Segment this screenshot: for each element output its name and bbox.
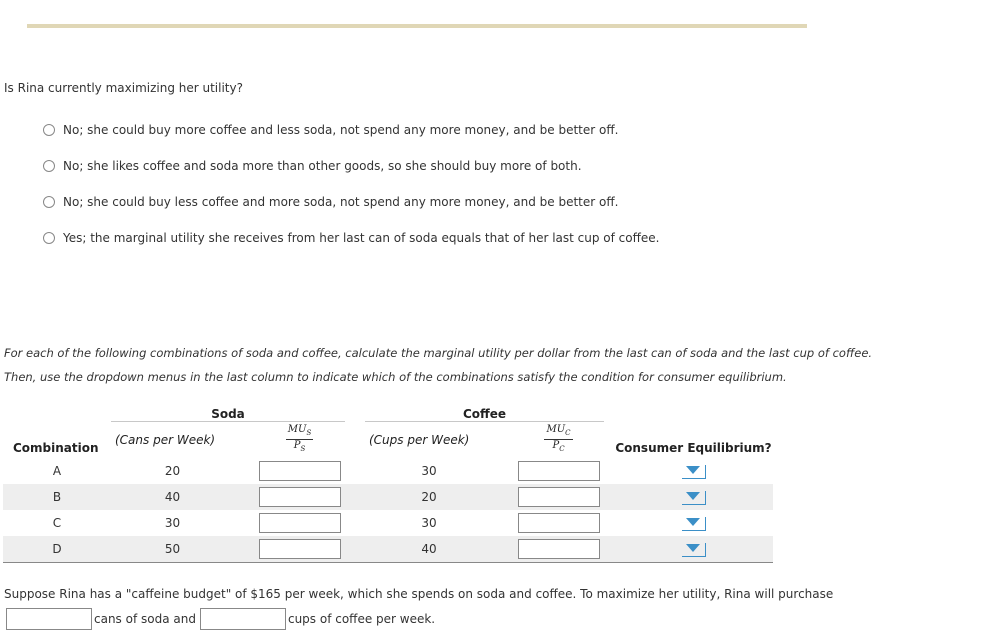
chevron-down-icon [686, 466, 700, 474]
coffee-quantity-cell: 30 [421, 463, 437, 478]
soda-quantity-cell: 40 [111, 484, 234, 510]
combination-cell: A [52, 463, 62, 478]
budget-sentence: Suppose Rina has a "caffeine budget" of $165 per week, which she spends on soda and coffee. To maximize her utility, Rina will purchase [4, 587, 834, 601]
table-row [3, 536, 773, 563]
coffee-quantity-cell: 30 [421, 515, 437, 530]
cans-label: cans of soda and [94, 612, 196, 626]
equilibrium-dropdown[interactable] [682, 541, 706, 557]
cups-of-coffee-input[interactable] [200, 608, 286, 630]
mu-coffee-input[interactable] [518, 539, 600, 559]
option-4[interactable] [43, 230, 659, 246]
mu-coffee-input[interactable] [518, 487, 600, 507]
combination-cell: B [3, 484, 111, 510]
mu-soda-input[interactable] [259, 461, 341, 481]
soda-group-header: Soda [111, 401, 345, 422]
coffee-quantity-header: (Cups per Week) [369, 432, 470, 447]
combination-cell: C [52, 515, 62, 530]
radio-button[interactable] [43, 160, 55, 172]
equilibrium-table [3, 401, 773, 563]
option-label: Yes; the marginal utility she receives from her last can of soda equals that of her last cup of coffee. [63, 231, 660, 245]
mu-soda-input[interactable] [259, 513, 341, 533]
option-label: No; she likes coffee and soda more than other goods, so she should buy more of both. [63, 159, 582, 173]
equilibrium-dropdown[interactable] [682, 463, 706, 479]
soda-mu-per-dollar-header [254, 422, 345, 458]
option-3[interactable] [43, 194, 618, 210]
mu-soda-input[interactable] [259, 487, 341, 507]
equilibrium-dropdown[interactable] [682, 489, 706, 505]
option-label: No; she could buy less coffee and more soda, not spend any more money, and be better off. [63, 195, 619, 209]
coffee-mu-per-dollar-header [513, 422, 604, 458]
equilibrium-header: Consumer Equilibrium? [615, 440, 772, 455]
table-row [3, 510, 773, 536]
mu-coffee-input[interactable] [518, 513, 600, 533]
soda-quantity-cell: 20 [164, 463, 181, 478]
top-divider [27, 24, 807, 28]
radio-button[interactable] [43, 232, 55, 244]
budget-answer-line [6, 608, 435, 630]
chevron-down-icon [686, 518, 700, 526]
cans-of-soda-input[interactable] [6, 608, 92, 630]
instructions-line-2: Then, use the dropdown menus in the last column to indicate which of the combinations satisfy the condition for consumer equilibrium. [4, 370, 787, 384]
chevron-down-icon [686, 544, 700, 552]
mu-s-over-p-s: $\frac{MU_S}{P_S}$ [287, 424, 312, 454]
radio-button[interactable] [43, 124, 55, 136]
cups-label: cups of coffee per week. [287, 612, 436, 626]
coffee-quantity-cell: 20 [365, 484, 493, 510]
mu-c-over-p-c: $\frac{MU_C}{P_C}$ [546, 424, 571, 454]
coffee-quantity-cell: 40 [365, 536, 493, 563]
chevron-down-icon [686, 492, 700, 500]
mu-coffee-input[interactable] [518, 461, 600, 481]
soda-quantity-cell: 30 [164, 515, 181, 530]
question-text: Is Rina currently maximizing her utility? [4, 81, 243, 95]
option-2[interactable] [43, 158, 582, 174]
option-label: No; she could buy more coffee and less soda, not spend any more money, and be better off. [63, 123, 619, 137]
option-1[interactable] [43, 122, 618, 138]
table-row [3, 458, 773, 484]
combination-header: Combination [13, 440, 99, 455]
radio-button[interactable] [43, 196, 55, 208]
soda-quantity-cell: 50 [111, 536, 234, 563]
soda-quantity-header: (Cans per Week) [115, 432, 216, 447]
mu-soda-input[interactable] [259, 539, 341, 559]
instructions-line-1: For each of the following combinations of soda and coffee, calculate the marginal utility per dollar from the last can of soda and the last cup of coffee. [4, 346, 873, 360]
coffee-group-header: Coffee [365, 401, 604, 422]
equilibrium-dropdown[interactable] [682, 515, 706, 531]
table-row [3, 484, 773, 510]
combination-cell: D [3, 536, 111, 563]
